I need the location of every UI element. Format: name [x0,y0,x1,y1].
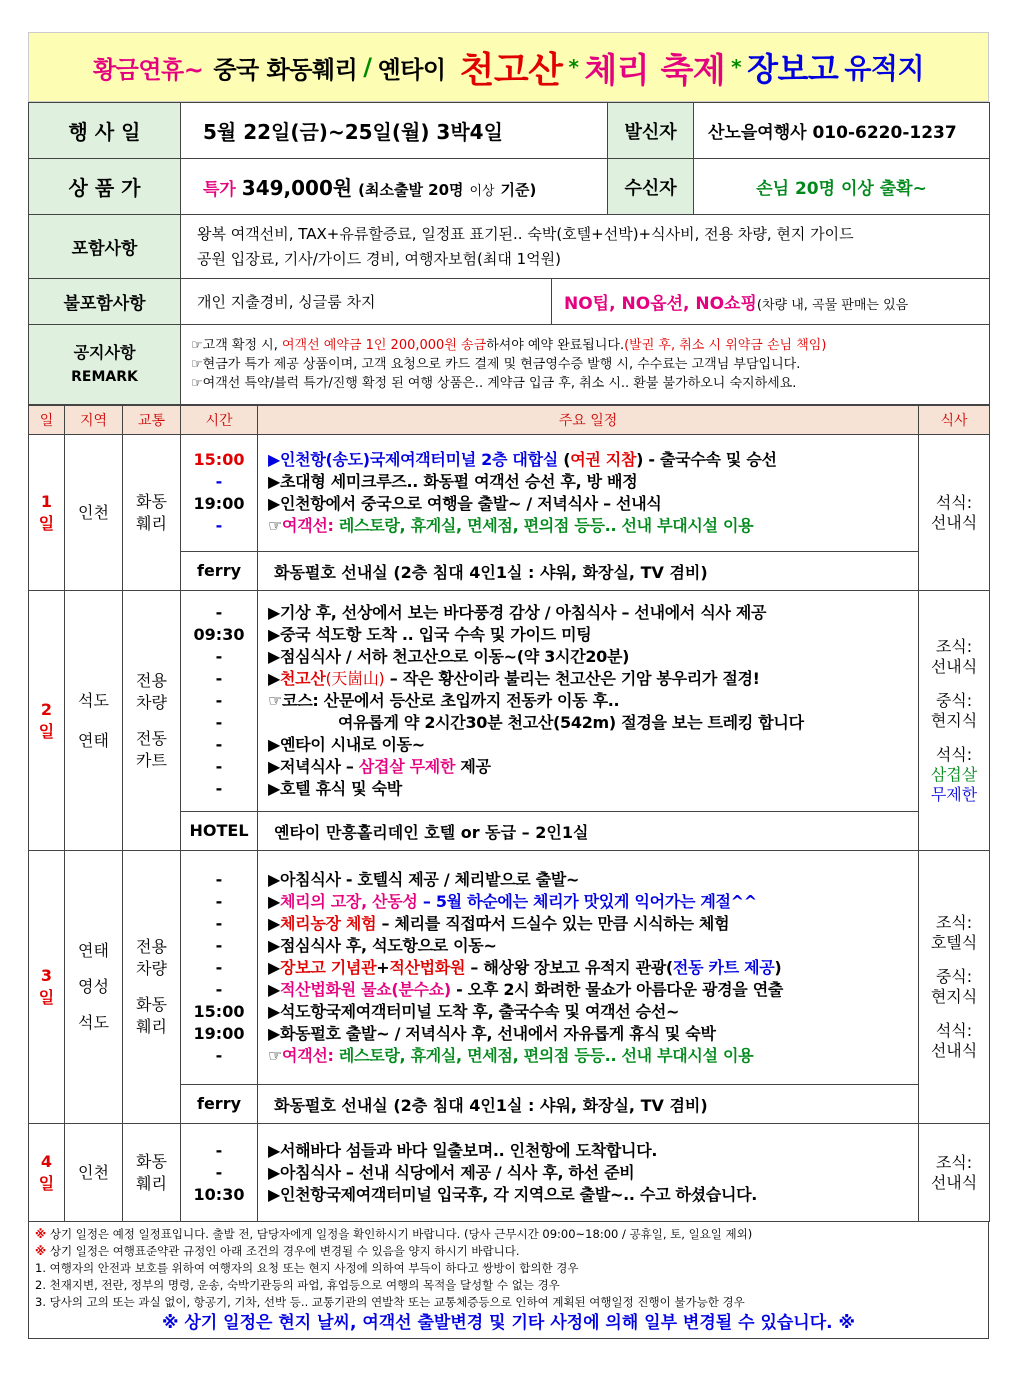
day-2-meal-2: 선내식 [930,656,978,676]
day-1-times [181,435,258,552]
day-4-transport-2: 훼리 [136,1173,167,1193]
notice-value [181,325,990,405]
day-2-digit: 2 [40,699,53,719]
day-3-region-2: 영성 [78,977,109,996]
day-3-item-6 [268,979,918,1001]
day-4-meal-1: 조식: [935,1152,973,1172]
day-2-item-8b: 삼겹살 무제한 [358,757,456,776]
day-3-region-3: 석도 [78,1013,109,1032]
footer-line-5: 3. 당사의 고의 또는 과실 없이, 항공기, 기차, 선박 등.. 교통기관의 연발착 또는 교통체증등으로 인하여 계획된 여행일정 진행이 불가능한 경우 [35,1295,745,1309]
day-3-sub-value: 화동펄호 선내실 (2층 침대 4인1실 : 샤워, 화장실, TV 겸비) [258,1085,919,1124]
footer-text-1: 상기 일정은 예정 일정표입니다. 출발 전, 담당자에게 일정을 확인하시기 바랍니다. (당사 근무시간 09:00~18:00 / 공휴일, 토, 일요일 제외) [49,1227,753,1241]
notice-line-2: ☞현금가 특가 제공 상품이며, 고객 요청으로 카드 결제 및 현금영수증 발행 시, 수수료는 고객님 부담입니다. [191,357,801,372]
day-3-item-2c: – 5월 하순에는 체리가 맛있게 익어가는 계절^^ [422,891,757,911]
footer-mark-2: ※ [35,1244,47,1258]
day-2-transport [123,591,181,851]
day-2-item-8a: ▶저녁식사 – [268,757,354,776]
day-3-item-5g: ) [774,957,782,977]
day-3-meals [919,851,990,1124]
footer-line-2 [35,1243,982,1260]
day-2-time-6: - [215,713,223,732]
no-tip-cell [552,279,990,325]
day-2-time-2: 09:30 [193,625,245,644]
day-2-transport-2: 차량 [136,692,167,712]
day-3-time-9: - [215,1045,223,1065]
footer-line-4: 2. 천재지변, 전란, 정부의 명령, 운송, 숙박기관등의 파업, 휴업등으로 여행의 목적을 달성할 수 없는 경우 [35,1278,560,1292]
header-meal: 식사 [919,406,990,435]
day-3-item-8: ▶화동펄호 출발~ / 저녁식사 후, 선내에서 자유롭게 휴식 및 숙박 [268,1023,716,1043]
day-1-item-2: ▶초대형 세미크루즈.. 화동펄 여객선 승선 후, 방 배정 [268,472,638,491]
day-2-item-1: ▶기상 후, 선상에서 보는 바다풍경 감상 / 아침식사 – 선내에서 식사 제공 [268,603,767,622]
price-cell [181,159,608,215]
day-3-item-2 [268,891,918,913]
day-3-sub-label: ferry [181,1085,258,1124]
day-1-sub-label: ferry [181,552,258,591]
day-1-unit: 일 [38,513,55,533]
day-3-transport-1: 전용 [136,937,167,956]
day-2-item-4c: (天崮山) [325,669,385,688]
day-2-time-1: - [215,603,223,622]
day-2-item-8 [268,756,918,778]
day-1-items [258,435,919,552]
day-3-time-1: - [215,869,223,889]
excluded-value: 개인 지출경비, 싱글룸 차지 [181,279,552,325]
day-1-meals [919,435,990,591]
sender-value: 산노을여행사 010-6220-1237 [694,103,990,159]
day-2-time-7: - [215,735,223,754]
day-2-meal-1: 조식: [935,636,973,656]
day-2-item-2: ▶중국 석도항 도착 .. 입국 수속 및 가이드 미팅 [268,625,592,644]
day-4-item-3: ▶인천항국제여객터미널 입국후, 각 지역으로 출발~.. 수고 하셨습니다. [268,1184,758,1204]
notice-label-en: REMARK [71,368,138,385]
day-4-times [181,1124,258,1222]
page-title [28,32,989,102]
date-label: 행 사 일 [29,103,181,159]
day-3-item-6b: 적산법화원 물쇼(분수쇼) [280,979,451,999]
day-1-digit: 1 [40,491,53,511]
schedule-table [28,405,990,1222]
no-tip-note: (차량 내, 곡물 판매는 있음 [756,298,909,313]
day-3-item-5a: ▶ [268,957,281,977]
day-2-time-5: - [215,691,223,710]
day-3-item-5c: + [376,957,390,977]
day-2-time-4: - [215,669,223,688]
day-2-item-3: ▶점심식사 / 서하 천고산으로 이동~(약 3시간20분) [268,647,630,666]
price-note-c: 기준) [500,181,537,199]
day-2-region-1: 석도 [78,690,109,710]
day-3-item-3c: – 체리를 직접따서 드실수 있는 만큼 시식하는 체험 [381,913,730,933]
day-1-meal-1: 석식: [935,492,973,512]
day-3-meal-2: 호텔식 [930,933,978,952]
day-2-sub-label: HOTEL [181,812,258,851]
footer-text-2: 상기 일정은 여행표준약관 규정인 아래 조건의 경우에 변경될 수 있음을 양지 하시기 바랍니다. [49,1244,520,1258]
title-jangbogo: 장보고 [747,50,839,88]
day-3-region-1: 연태 [78,941,109,960]
day-4-time-3: 10:30 [193,1184,245,1204]
day-1-item-4 [268,515,918,537]
day-3-row [29,851,990,1085]
day-1-number [29,435,65,591]
day-3-time-6: - [215,979,223,999]
notice-label-ko: 공지사항 [73,342,136,362]
day-2-item-9: ▶호텔 휴식 및 숙박 [268,779,402,798]
day-4-number [29,1124,65,1222]
schedule-header-row [29,406,990,435]
day-2-item-5: ☞코스: 산문에서 등산로 초입까지 전동카 이동 후.. [268,691,620,710]
day-3-item-9c: 레스토랑, 휴게실, 면세점, 편의점 등등.. 선내 부대시설 이용 [338,1045,754,1065]
day-1-item-1b: ( [563,450,571,469]
notice-1d: (발권 후, 취소 시 위약금 손님 책임) [624,338,827,353]
price-label: 상 품 가 [29,159,181,215]
day-3-times [181,851,258,1085]
info-table [28,102,990,405]
day-1-item-4b: 여객선: [282,516,334,535]
day-2-time-8: - [215,757,223,776]
price-note-a: (최소출발 20명 [358,181,464,199]
receiver-value: 손님 20명 이상 출확~ [694,159,990,215]
day-4-transport [123,1124,181,1222]
day-2-item-4d: – 작은 황산이라 불리는 천고산은 기암 봉우리가 절경! [389,669,760,688]
day-2-region-2: 연태 [78,730,109,750]
footer-line-3: 1. 여행자의 안전과 보호를 위하여 여행자의 요청 또는 현지 사정에 의하여 부득이 하다고 쌍방이 합의한 경우 [35,1261,579,1275]
day-2-region [65,591,123,851]
title-historic-site: 유적지 [844,52,925,85]
day-3-item-5d: 적산법화원 [389,957,466,977]
day-3-item-2b: 체리의 고장, 산동성 [280,891,418,911]
day-1-item-1d: ) - 출국수속 및 승선 [636,450,777,469]
day-4-time-1: - [215,1140,223,1160]
day-2-meal-3: 중식: [935,690,973,710]
notice-1a: ☞고객 확정 시, [191,338,278,353]
day-2-item-4 [268,668,918,690]
day-1-item-4c: 레스토랑, 휴게실, 면세점, 편의점 등등.. 선내 부대시설 이용 [338,516,754,535]
day-2-transport-4: 카트 [136,750,167,770]
notice-1c: 하셔야 예약 완료됩니다. [486,338,625,353]
day-3-item-3 [268,913,918,935]
day-3-item-9a: ☞ [268,1045,283,1065]
included-line-2: 공원 입장료, 기사/가이드 경비, 여행자보험(최대 1억원) [197,249,561,268]
included-value [181,215,990,279]
day-1-item-3: ▶인천항에서 중국으로 여행을 출발~ / 저녁식사 – 선내식 [268,494,662,513]
day-3-time-4: - [215,935,223,955]
day-3-item-6a: ▶ [268,979,281,999]
day-1-item-1a: ▶인천항(송도)국제여객터미널 2층 대합실 [268,450,558,469]
day-2-meal-5: 석식: [935,744,973,764]
day-2-times [181,591,258,812]
day-3-time-8: 19:00 [193,1023,245,1043]
day-2-item-7: ▶옌타이 시내로 이동~ [268,735,425,754]
day-3-time-5: - [215,957,223,977]
header-region: 지역 [65,406,123,435]
day-3-item-3b: 체리농장 체험 [280,913,377,933]
day-3-transport-2: 차량 [136,959,167,978]
day-2-item-6: 여유롭게 약 2시간30분 천고산(542m) 절경을 보는 트레킹 합니다 [338,713,804,732]
day-3-meal-3: 중식: [935,967,973,986]
title-golden-holiday: 황금연휴~ [92,55,204,84]
day-4-row [29,1124,990,1222]
title-cherry-festival: 체리 축제 [584,50,726,91]
day-1-item-1 [268,449,918,471]
day-2-meal-4: 현지식 [930,710,978,730]
day-3-time-7: 15:00 [193,1001,245,1021]
day-3-item-9b: 여객선: [282,1045,334,1065]
day-2-transport-3: 전동 [136,728,167,748]
included-line-1: 왕복 여객선비, TAX+유류할증료, 일정표 표기된.. 숙박(호텔+선박)+식사비, 전용 차량, 현지 가이드 [197,224,854,243]
day-3-number [29,851,65,1124]
day-3-transport-3: 화동 [136,995,167,1014]
day-1-time-2: - [215,472,223,491]
excluded-label: 불포함사항 [29,279,181,325]
title-star-1: * [568,55,579,79]
day-4-transport-1: 화동 [136,1151,167,1171]
day-1-item-1c: 여권 지참 [570,450,637,469]
title-slash: / [363,53,372,81]
day-1-sub-value: 화동펄호 선내실 (2층 침대 4인1실 : 샤워, 화장실, TV 겸비) [258,552,919,591]
day-3-meal-4: 현지식 [930,987,978,1006]
day-1-region: 인천 [65,435,123,591]
title-star-2: * [731,55,742,79]
notice-label [29,325,181,405]
day-3-items [258,851,919,1085]
day-3-item-7: ▶석도항국제여객터미널 도착 후, 출국수속 및 여객선 승선~ [268,1001,680,1021]
included-label: 포함사항 [29,215,181,279]
sender-label: 발신자 [608,103,694,159]
day-3-meal-1: 조식: [935,913,973,932]
day-3-item-3a: ▶ [268,913,281,933]
day-2-unit: 일 [38,721,55,741]
day-1-time-4: - [215,516,223,535]
day-3-item-5e: – 해상왕 장보고 유적지 관광( [470,957,673,977]
day-3-digit: 3 [40,966,53,985]
day-2-meals [919,591,990,851]
day-1-time-3: 19:00 [193,494,245,513]
receiver-label: 수신자 [608,159,694,215]
day-2-sub-value: 옌타이 만흥홀리데인 호텔 or 동급 – 2인1실 [258,812,919,851]
day-3-transport-4: 훼리 [136,1017,167,1036]
day-3-item-5b: 장보고 기념관 [280,957,377,977]
day-3-item-2a: ▶ [268,891,281,911]
notice-1b: 여객선 예약금 1인 200,000원 송금 [281,338,487,353]
footer-notes [28,1222,989,1339]
day-1-transport-2: 훼리 [136,513,167,533]
day-4-item-2: ▶아침식사 – 선내 식당에서 제공 / 식사 후, 하선 준비 [268,1162,635,1182]
notice-line-3: ☞여객선 특약/블럭 특가/진행 확정 된 여행 상품은.. 계약금 입금 후, 취소 시.. 환불 불가하오니 숙지하세요. [191,376,797,391]
day-3-time-2: - [215,891,223,911]
day-1-row [29,435,990,552]
date-value: 5월 22일(금)~25일(월) 3박4일 [181,103,608,159]
day-3-item-5f: 전동 카트 제공 [672,957,775,977]
day-2-time-9: - [215,779,223,798]
day-4-items [258,1124,919,1222]
day-2-items [258,591,919,812]
day-3-time-3: - [215,913,223,933]
day-4-time-2: - [215,1162,223,1182]
day-3-item-1: ▶아침식사 - 호텔식 제공 / 체리밭으로 출발~ [268,869,580,889]
day-3-item-9 [268,1045,918,1067]
header-time: 시간 [181,406,258,435]
day-3-region [65,851,123,1124]
day-3-transport [123,851,181,1124]
notice-line-1 [191,336,989,355]
day-3-item-6c: - 오후 2시 화려한 물쇼가 아름다운 광경을 연출 [456,979,784,999]
day-1-transport-1: 화동 [136,491,167,511]
day-2-item-4b: 천고산 [280,669,326,688]
day-1-time-1: 15:00 [193,450,245,469]
footer-line-1 [35,1226,982,1243]
day-2-item-4a: ▶ [268,669,281,688]
title-ferry: 중국 화동훼리 [213,55,358,84]
day-2-transport-1: 전용 [136,670,167,690]
footer-highlight: ※ 상기 일정은 현지 날씨, 여객선 출발변경 및 기타 사정에 의해 일부 변경될 수 있습니다. ※ [161,1313,856,1333]
title-cheongosan: 천고산 [459,49,563,91]
day-4-item-1: ▶서해바다 섬들과 바다 일출보며.. 인천항에 도착합니다. [268,1140,658,1160]
day-3-item-4: ▶점심식사 후, 석도항으로 이동~ [268,935,497,955]
day-1-meal-2: 선내식 [930,512,978,532]
no-tip-option-shopping: NO팁, NO옵션, NO쇼핑 [564,294,757,314]
title-yantai: 옌타이 [377,55,446,84]
header-transport: 교통 [123,406,181,435]
price-special: 특가 [203,180,236,200]
day-2-meal-6: 삼겹살 [930,764,978,784]
header-schedule: 주요 일정 [258,406,919,435]
day-2-number [29,591,65,851]
day-2-item-8c: 제공 [460,757,491,776]
day-2-row [29,591,990,812]
day-4-meal-2: 선내식 [930,1172,978,1192]
footer-mark-1: ※ [35,1227,47,1241]
day-3-meal-5: 석식: [935,1021,973,1040]
day-1-item-4a: ☞ [268,516,283,535]
itinerary-page [28,32,989,1339]
day-3-item-5 [268,957,918,979]
day-1-transport [123,435,181,591]
day-4-unit: 일 [38,1173,55,1193]
header-day: 일 [29,406,65,435]
day-4-meals [919,1124,990,1222]
day-2-time-3: - [215,647,223,666]
day-4-digit: 4 [40,1151,53,1171]
day-4-region: 인천 [65,1124,123,1222]
day-3-meal-6: 선내식 [930,1041,978,1060]
price-value: 349,000원 [241,176,353,200]
day-3-unit: 일 [38,988,55,1007]
day-2-meal-7: 무제한 [930,784,978,804]
price-note-b: 이상 [469,184,495,199]
